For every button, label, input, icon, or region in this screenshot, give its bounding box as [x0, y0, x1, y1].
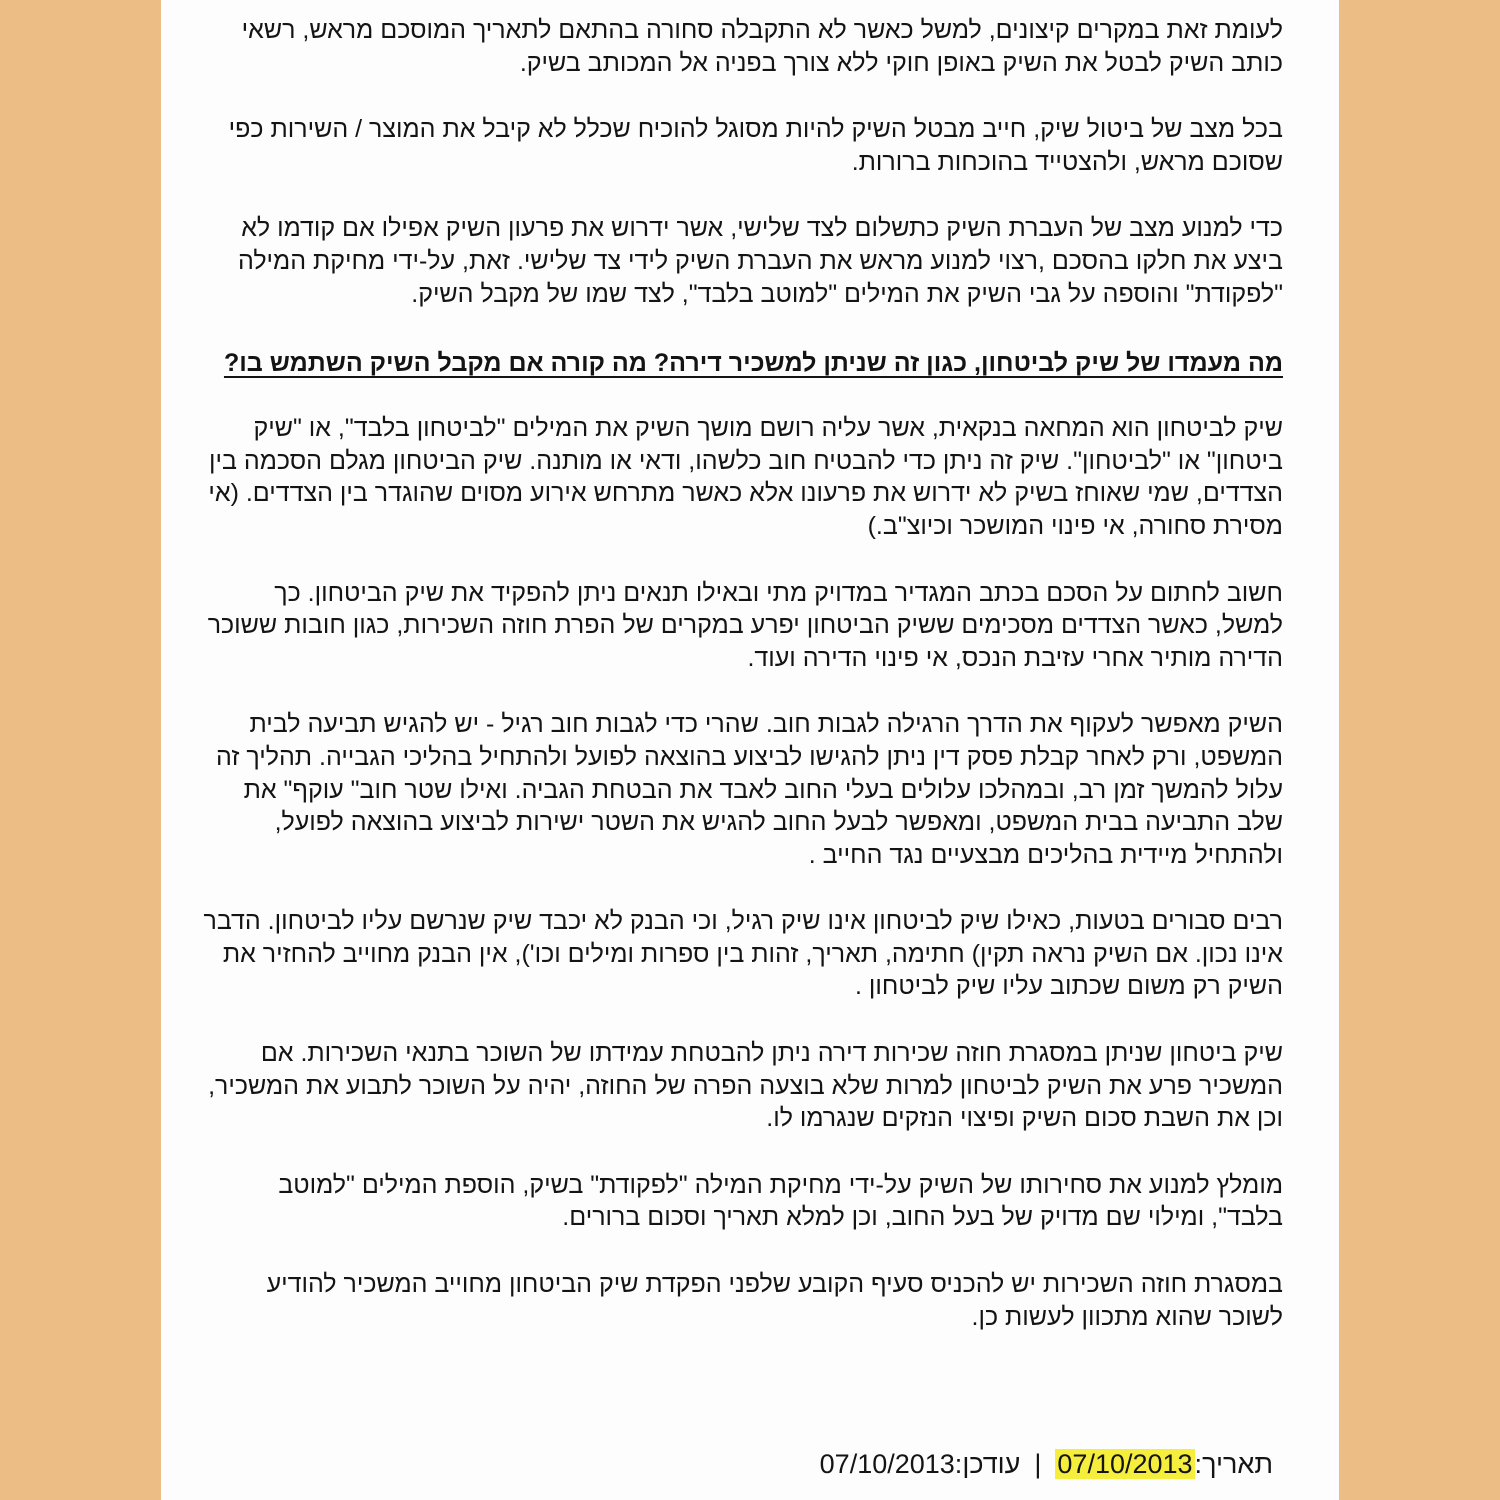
paragraph-7: רבים סבורים בטעות, כאילו שיק לביטחון אינו שיק רגיל, וכי הבנק לא יכבד שיק שנרשם עליו לביטחון. הדבר אינו נכון. אם השיק נראה תקין) חתימה, תאריך, זהות בין ספרות ומילים וכו'), אין הבנק מחוייב להחזיר את השיק רק משום שכתוב עליו שיק לביטחון .	[203, 907, 1283, 1001]
paragraph-6: השיק מאפשר לעקוף את הדרך הרגילה לגבות חוב. שהרי כדי לגבות חוב רגיל - יש להגיש תביעה לבית המשפט, ורק לאחר קבלת פסק דין ניתן להגישו לביצוע בהוצאה לפועל ולהתחיל בהליכי הגבייה. תהליך זה עלול להמשך זמן רב, ובמהלכו עלולים בעלי החוב לאבד את הבטחת הגביה. ואילו שטר חוב" עוקף" את שלב התביעה בבית המשפט, ומאפשר לבעל החוב להגיש את השטר ישירות לביצוע בהוצאה לפועל, ולהתחיל מיידית בהליכים מבצעיים נגד החייב .	[216, 710, 1283, 869]
paragraph-9: מומלץ למנוע את סחירותו של השיק על-ידי מחיקת המילה "לפקודת" בשיק, הוספת המילים "למוטב בלבד", ומילוי שם מדויק של בעל החוב, וכן למלא תאריך וסכום ברורים.	[278, 1170, 1283, 1232]
updated-value: 07/10/2013	[819, 1449, 955, 1479]
footer-separator: |	[1034, 1449, 1042, 1479]
document-footer	[820, 1446, 1273, 1482]
document-body	[203, 14, 1283, 1367]
date-colon: :	[1194, 1449, 1203, 1479]
date-label: תאריך	[1202, 1449, 1273, 1479]
paragraph-8: שיק ביטחון שניתן במסגרת חוזה שכירות דירה ניתן להבטחת עמידתו של השוכר בתנאי השכירות. אם המשכיר פרע את השיק לביטחון למרות שלא בוצעה הפרה של החוזה, יהיה על השוכר לתבוע את המשכיר, וכן את השבת סכום השיק ופיצוי הנזקים שנגרמו לו.	[208, 1039, 1283, 1133]
paragraph-5: חשוב לחתום על הסכם בכתב המגדיר במדויק מתי ובאילו תנאים ניתן להפקיד את שיק הביטחון. כך למשל, כאשר הצדדים מסכימים ששיק הביטחון יפרע במקרים של הפרת חוזה השכירות, כגון חובות ששוכר הדירה מותיר אחרי עזיבת הנכס, אי פינוי הדירה ועוד.	[207, 578, 1283, 672]
paragraph-10: במסגרת חוזה השכירות יש להכניס סעיף הקובע שלפני הפקדת שיק הביטחון מחוייב המשכיר להודיע לשוכר שהוא מתכוון לעשות כן.	[266, 1270, 1283, 1331]
document-page	[161, 0, 1339, 1500]
paragraph-1: לעומת זאת במקרים קיצונים, למשל כאשר לא התקבלה סחורה בהתאם לתאריך המוסכם מראש, רשאי כותב השיק לבטל את השיק באופן חוקי ללא צורך בפניה אל המכותב בשיק.	[241, 16, 1283, 77]
section-heading: מה מעמדו של שיק לביטחון, כגון זה שניתן למשכיר דירה? מה קורה אם מקבל השיק השתמש בו?	[223, 349, 1283, 378]
paragraph-2: בכל מצב של ביטול שיק, חייב מבטל השיק להיות מסוגל להוכיח שכלל לא קיבל את המוצר / השירות כפי שסוכם מראש, ולהצטייד בהוכחות ברורות.	[228, 115, 1283, 176]
updated-label: עודכן	[962, 1449, 1021, 1479]
date-value: 07/10/2013	[1057, 1449, 1193, 1479]
updated-colon: :	[954, 1449, 963, 1479]
paragraph-4: שיק לביטחון הוא המחאה בנקאית, אשר עליה רושם מושך השיק את המילים "לביטחון בלבד", או "שיק ביטחון" או "לביטחון". שיק זה ניתן כדי להבטיח חוב כלשהו, ודאי או מותנה. שיק הביטחון מגלם הסכמה בין הצדדים, שמי שאוחז בשיק לא ידרוש את פרעונו אלא כאשר מתרחש אירוע מסוים שהוגדר בין הצדדים. (אי מסירת סחורה, אי פינוי המושכר וכיוצ"ב.)	[208, 414, 1283, 540]
paragraph-3: כדי למנוע מצב של העברת השיק כתשלום לצד שלישי, אשר ידרוש את פרעון השיק אפילו אם קודמו לא ביצע את חלקו בהסכם ,רצוי למנוע מראש את העברת השיק לידי צד שלישי. זאת, על-ידי מחיקת המילה "לפקודת" והוספה על גבי השיק את המילים "למוטב בלבד", לצד שמו של מקבל השיק.	[237, 214, 1283, 308]
